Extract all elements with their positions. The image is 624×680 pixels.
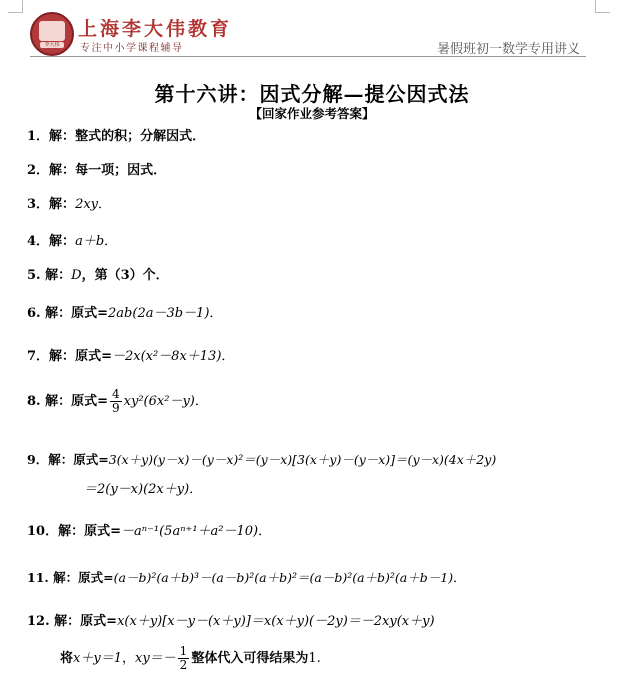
page-subtitle: 【回家作业参考答案】 — [249, 106, 375, 121]
answer-6: 6. 解：原式=2ab(2a－3b－1)． — [27, 306, 223, 321]
answer-9-continued: ＝2(y－x)(2x＋y)． — [84, 482, 203, 497]
page-header — [30, 12, 586, 60]
fraction: $\frac{4}{9}$ — [112, 387, 120, 415]
crop-mark-left — [8, 0, 23, 13]
answer-1: 1．解：整式的积；分解因式． — [27, 129, 206, 144]
answer-7: 7．解：原式=－2x(x²－8x＋13)． — [27, 349, 235, 364]
logo-icon — [30, 12, 74, 56]
answer-9: 9．解：原式=3(x＋y)(y－x)－(y－x)²＝(y－x)[3(x＋y)－(y－x)]＝(y－x)(4x＋2y) — [27, 452, 497, 467]
fraction: $\frac{1}{2}$ — [179, 644, 188, 672]
course-name: 暑假班初一数学专用讲义 — [436, 42, 580, 57]
answer-5: 5. 解：D，第（3）个． — [27, 268, 169, 283]
answer-3: 3．解：2xy． — [27, 197, 112, 212]
answer-12: 12. 解：原式=x(x＋y)[x－y－(x＋y)]＝x(x＋y)(－2y)＝－2xy(x＋y) — [27, 614, 435, 629]
brand-slogan: 专注中小学课程辅导 — [80, 43, 184, 54]
answer-10: 10．解：原式=－aⁿ⁻¹(5aⁿ⁺¹＋a²－10)． — [27, 524, 272, 539]
answer-8: 8. 解：原式= $\frac{4}{9}$ xy²(6x²－y)． — [27, 387, 208, 415]
answer-12-continued: 将x＋y＝1，xy＝－ $\frac{1}{2}$ 整体代入可得结果为1. — [60, 644, 321, 672]
answer-11: 11. 解：原式=(a－b)²(a＋b)³－(a－b)²(a＋b)²＝(a－b)²(a＋b)²(a＋b－1)． — [27, 570, 466, 585]
page-title: 第十六讲：因式分解—提公因式法 — [154, 82, 470, 106]
answer-2: 2．解：每一项；因式． — [27, 163, 167, 178]
crop-mark-right — [595, 0, 610, 13]
answer-4: 4．解：a＋b． — [27, 234, 118, 249]
logo-text: 李大伟 — [40, 42, 64, 48]
header-rule — [30, 56, 586, 57]
brand-name: 上海李大伟教育 — [78, 18, 233, 40]
